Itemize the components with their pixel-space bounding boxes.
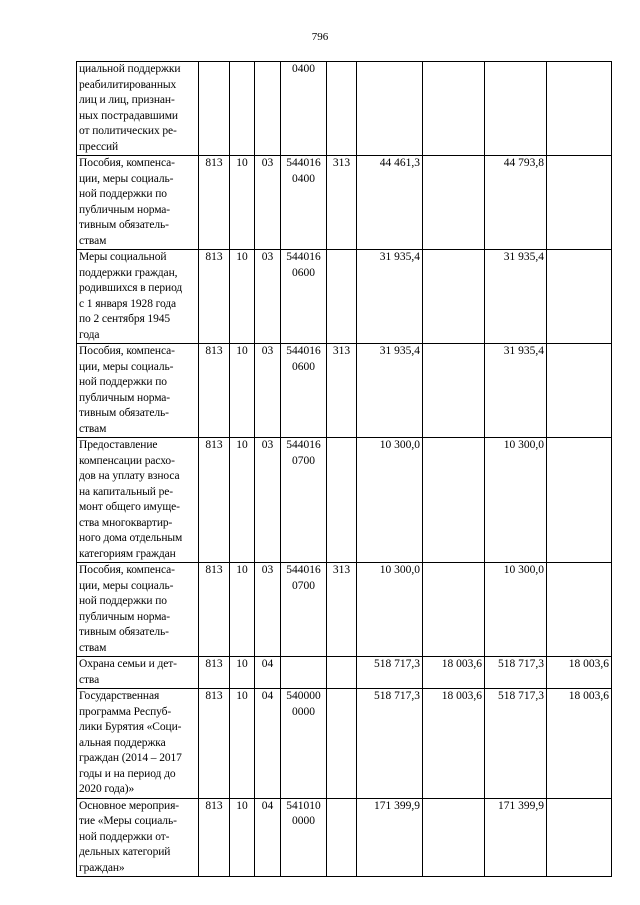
target-article-cell: 0400: [281, 62, 327, 156]
amount-year2-cell: [485, 62, 547, 156]
item-name-line: Пособия, компенса-: [79, 564, 175, 576]
item-name-line: Предоставление: [79, 439, 158, 451]
item-name-line: поддержки граждан,: [79, 266, 178, 279]
amount-year2-federal-cell: [547, 62, 612, 156]
item-name-line: ствам: [79, 234, 107, 247]
item-name-line: с 1 января 1928 года: [79, 297, 177, 310]
item-name-line: на капитальный ре-: [79, 485, 173, 498]
item-name-line: ствам: [79, 422, 107, 435]
expense-type-cell: [327, 250, 357, 344]
budget-table: [76, 61, 612, 877]
amount-year1-cell: 518 717,3: [357, 657, 423, 689]
amount-year1-federal-cell: [423, 62, 485, 156]
item-name-line: ной поддержки по: [79, 595, 167, 607]
amount-year1-federal-cell: [423, 563, 485, 657]
item-name-line: Охрана семьи и дет-: [79, 658, 177, 670]
ministry-code-cell: 813: [199, 798, 230, 877]
item-name-line: ства: [79, 673, 100, 686]
expense-type-cell: 313: [327, 156, 357, 250]
subsection-code-cell: [255, 62, 281, 156]
item-name-line: категориям граждан: [79, 547, 176, 560]
expense-type-cell: [327, 657, 357, 689]
item-name-line: ной поддержки от-: [79, 830, 170, 843]
table-row: [77, 563, 612, 657]
item-name-line: 2020 года)»: [79, 783, 135, 795]
section-code-cell: 10: [230, 250, 255, 344]
section-code-cell: 10: [230, 344, 255, 438]
amount-year1-federal-cell: [423, 156, 485, 250]
target-article-cell: 544016 0700: [281, 563, 327, 657]
ministry-code-cell: 813: [199, 250, 230, 344]
amount-year1-federal-cell: [423, 438, 485, 563]
item-name-line: ции, меры социаль-: [79, 579, 174, 592]
section-code-cell: [230, 62, 255, 156]
item-name-line: Пособия, компенса-: [79, 345, 175, 357]
item-name-cell: [77, 798, 199, 877]
item-name-line: от политических ре-: [79, 125, 177, 137]
item-name-line: тивным обязатель-: [79, 219, 169, 231]
amount-year2-cell: 171 399,9: [485, 798, 547, 877]
item-name-cell: [77, 250, 199, 344]
target-article-cell: 541010 0000: [281, 798, 327, 877]
item-name-line: Основное мероприя-: [79, 799, 180, 812]
table-row: [77, 438, 612, 563]
amount-year2-cell: 31 935,4: [485, 250, 547, 344]
amount-year2-cell: 518 717,3: [485, 657, 547, 689]
ministry-code-cell: 813: [199, 657, 230, 689]
amount-year2-cell: 10 300,0: [485, 438, 547, 563]
item-name-cell: [77, 689, 199, 799]
amount-year1-cell: 44 461,3: [357, 156, 423, 250]
subsection-code-cell: 03: [255, 438, 281, 563]
page-number: 796: [311, 31, 329, 43]
section-code-cell: 10: [230, 438, 255, 563]
target-article-cell: [281, 657, 327, 689]
amount-year1-federal-cell: [423, 344, 485, 438]
amount-year2-federal-cell: [547, 798, 612, 877]
item-name-line: граждан (2014 – 2017: [79, 752, 182, 764]
amount-year2-federal-cell: [547, 563, 612, 657]
item-name-line: лики Бурятия «Соци-: [79, 721, 182, 733]
expense-type-cell: [327, 62, 357, 156]
item-name-line: ной поддержки по: [79, 376, 167, 388]
subsection-code-cell: 03: [255, 563, 281, 657]
amount-year2-federal-cell: 18 003,6: [547, 689, 612, 799]
table-body: [77, 62, 612, 877]
amount-year2-cell: 31 935,4: [485, 344, 547, 438]
table-row: [77, 250, 612, 344]
table-row: [77, 62, 612, 156]
target-article-cell: 544016 0400: [281, 156, 327, 250]
table-row: [77, 344, 612, 438]
section-code-cell: 10: [230, 798, 255, 877]
item-name-line: лиц и лиц, признан-: [79, 94, 175, 106]
item-name-cell: [77, 438, 199, 563]
amount-year2-federal-cell: [547, 344, 612, 438]
item-name-line: циальной поддержки: [79, 63, 181, 75]
amount-year2-federal-cell: [547, 156, 612, 250]
amount-year1-cell: 31 935,4: [357, 250, 423, 344]
section-code-cell: 10: [230, 156, 255, 250]
item-name-cell: [77, 344, 199, 438]
amount-year1-cell: 10 300,0: [357, 438, 423, 563]
item-name-line: граждан»: [79, 861, 125, 874]
table-row: [77, 689, 612, 799]
amount-year1-federal-cell: 18 003,6: [423, 689, 485, 799]
item-name-line: ции, меры социаль-: [79, 360, 174, 373]
item-name-line: тивным обязатель-: [79, 626, 169, 638]
expense-type-cell: [327, 438, 357, 563]
amount-year1-federal-cell: 18 003,6: [423, 657, 485, 689]
item-name-line: ной поддержки по: [79, 188, 167, 200]
item-name-line: реабилитированных: [79, 78, 177, 91]
item-name-line: дельных категорий: [79, 846, 171, 858]
item-name-line: ства многоквартир-: [79, 516, 173, 529]
amount-year2-federal-cell: 18 003,6: [547, 657, 612, 689]
item-name-cell: [77, 657, 199, 689]
item-name-line: тивным обязатель-: [79, 407, 169, 419]
amount-year2-federal-cell: [547, 438, 612, 563]
item-name-line: годы и на период до: [79, 767, 176, 780]
section-code-cell: 10: [230, 689, 255, 799]
subsection-code-cell: 03: [255, 156, 281, 250]
amount-year2-cell: 518 717,3: [485, 689, 547, 799]
item-name-line: года: [79, 328, 100, 341]
subsection-code-cell: 04: [255, 689, 281, 799]
amount-year1-cell: 518 717,3: [357, 689, 423, 799]
subsection-code-cell: 03: [255, 344, 281, 438]
target-article-cell: 544016 0600: [281, 250, 327, 344]
item-name-line: родившихся в период: [79, 282, 183, 294]
ministry-code-cell: 813: [199, 344, 230, 438]
section-code-cell: 10: [230, 657, 255, 689]
amount-year1-cell: 31 935,4: [357, 344, 423, 438]
amount-year2-federal-cell: [547, 250, 612, 344]
item-name-line: ного дома отдельным: [79, 532, 183, 544]
item-name-line: публичным норма-: [79, 610, 171, 623]
expense-type-cell: [327, 689, 357, 799]
item-name-line: компенсации расхо-: [79, 454, 175, 467]
item-name-line: Пособия, компенса-: [79, 157, 175, 169]
item-name-line: Государственная: [79, 690, 160, 702]
item-name-line: публичным норма-: [79, 203, 171, 216]
item-name-line: ции, меры социаль-: [79, 172, 174, 185]
item-name-line: по 2 сентября 1945: [79, 313, 171, 325]
amount-year1-federal-cell: [423, 798, 485, 877]
target-article-cell: 544016 0600: [281, 344, 327, 438]
ministry-code-cell: 813: [199, 689, 230, 799]
subsection-code-cell: 04: [255, 798, 281, 877]
table-row: [77, 798, 612, 877]
target-article-cell: 544016 0700: [281, 438, 327, 563]
table-row: [77, 657, 612, 689]
item-name-line: альная поддержка: [79, 736, 166, 749]
amount-year1-cell: 171 399,9: [357, 798, 423, 877]
amount-year1-cell: 10 300,0: [357, 563, 423, 657]
item-name-line: дов на уплату взноса: [79, 470, 180, 482]
amount-year1-federal-cell: [423, 250, 485, 344]
item-name-line: прессий: [79, 140, 119, 153]
amount-year2-cell: 44 793,8: [485, 156, 547, 250]
ministry-code-cell: 813: [199, 438, 230, 563]
item-name-line: ных пострадавшими: [79, 109, 178, 122]
expense-type-cell: 313: [327, 344, 357, 438]
item-name-line: Меры социальной: [79, 251, 167, 263]
item-name-cell: [77, 62, 199, 156]
item-name-line: ствам: [79, 641, 107, 654]
target-article-cell: 540000 0000: [281, 689, 327, 799]
ministry-code-cell: 813: [199, 563, 230, 657]
amount-year1-cell: [357, 62, 423, 156]
item-name-cell: [77, 563, 199, 657]
item-name-line: программа Респуб-: [79, 705, 172, 718]
subsection-code-cell: 04: [255, 657, 281, 689]
item-name-cell: [77, 156, 199, 250]
expense-type-cell: [327, 798, 357, 877]
table-row: [77, 156, 612, 250]
subsection-code-cell: 03: [255, 250, 281, 344]
expense-type-cell: 313: [327, 563, 357, 657]
ministry-code-cell: [199, 62, 230, 156]
item-name-line: тие «Меры социаль-: [79, 815, 177, 827]
ministry-code-cell: 813: [199, 156, 230, 250]
item-name-line: монт общего имуще-: [79, 501, 180, 513]
item-name-line: публичным норма-: [79, 391, 171, 404]
section-code-cell: 10: [230, 563, 255, 657]
amount-year2-cell: 10 300,0: [485, 563, 547, 657]
